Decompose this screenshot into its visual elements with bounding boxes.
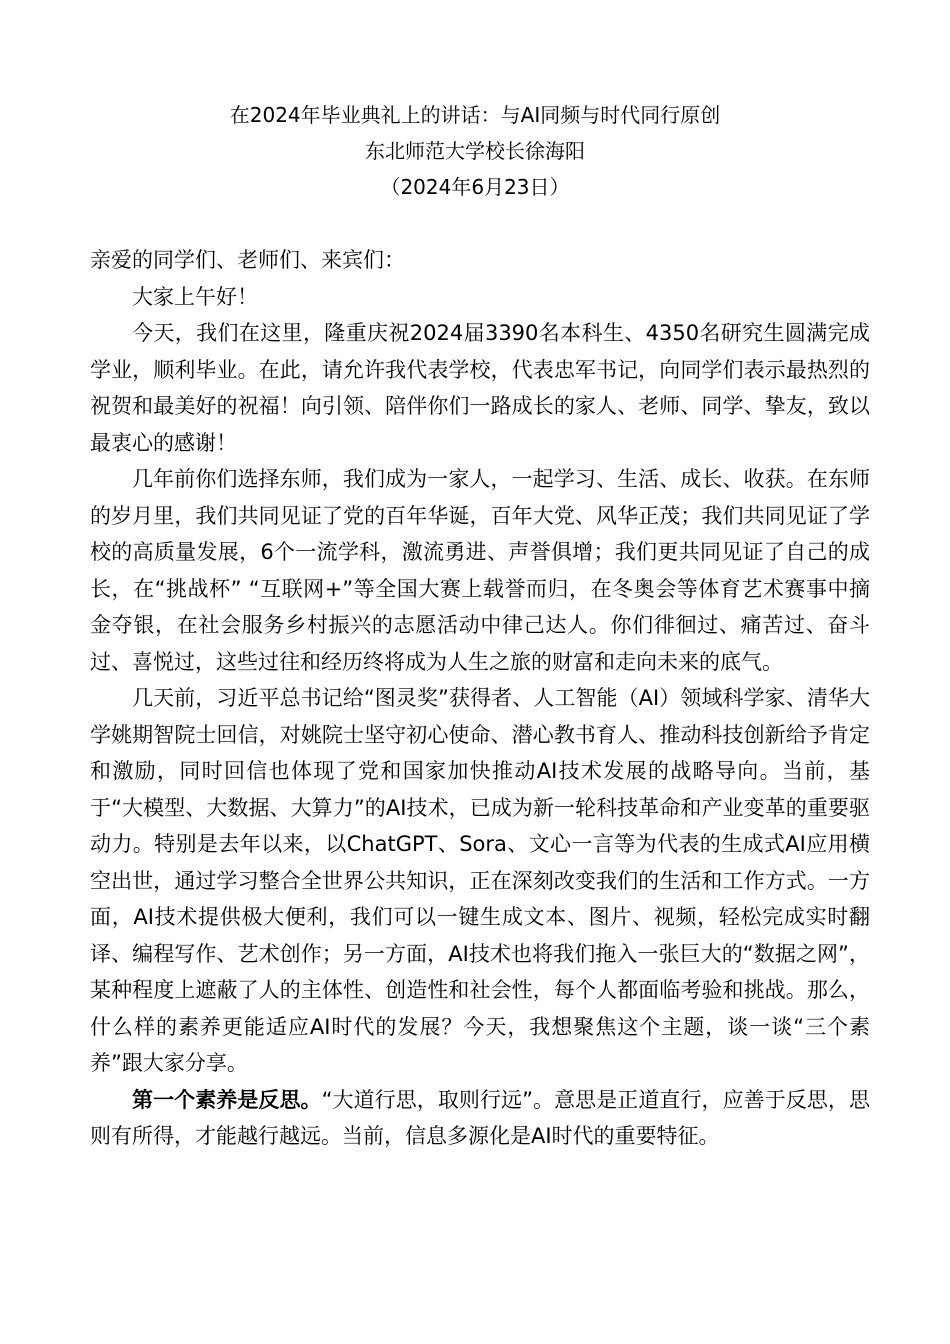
salutation: 亲爱的同学们、老师们、来宾们：	[90, 248, 405, 272]
section-heading-reflection: 第一个素养是反思。	[132, 1087, 322, 1112]
document-title: 在2024年毕业典礼上的讲话：与AI同频与时代同行原创	[229, 103, 721, 127]
speech-date: （2024年6月23日）	[380, 175, 570, 199]
paragraph-1: 今天，我们在这里，隆重庆祝2024届3390名本科生、4350名研究生圆满完成学业，顺利毕业。在此，请允许我代表学校，代表忠军书记，向同学们表示最热烈的祝贺和最美好的祝福！向引领、陪伴你们一路成长的家人、老师、同学、挚友，致以最衷心的感谢！	[90, 321, 870, 455]
paragraph-2: 几年前你们选择东师，我们成为一家人，一起学习、生活、成长、收获。在东师的岁月里，我们共同见证了党的百年华诞，百年大党、风华正茂；我们共同见证了学校的高质量发展，6个一流学科，激流勇进、声誉俱增；我们更共同见证了自己的成长，在“挑战杯” “互联网+”等全国大赛上载誉而归，在冬奥会等体育艺术赛事中摘金夺银，在社会服务乡村振兴的志愿活动中律己达人。你们徘徊过、痛苦过、奋斗过、喜悦过，这些过往和经历终将成为人生之旅的财富和走向未来的底气。	[90, 467, 870, 674]
paragraph-4	[90, 1082, 870, 1155]
greeting: 大家上午好！	[132, 284, 258, 309]
speech-body	[90, 242, 870, 1155]
speaker-line: 东北师范大学校长徐海阳	[365, 139, 585, 163]
paragraph-4-text: “大道行思，取则行远”。意思是正道直行，应善于反思，思则有所得，才能越行越远。当前，信息多源化是AI时代的重要特征。	[90, 1087, 870, 1148]
paragraph-3: 几天前，习近平总书记给“图灵奖”获得者、人工智能（AI）领域科学家、清华大学姚期智院士回信，对姚院士坚守初心使命、潜心教书育人、推动科技创新给予肯定和激励，同时回信也体现了党和国家加快推动AI技术发展的战略导向。当前，基于“大模型、大数据、大算力”的AI技术，已成为新一轮科技革命和产业变革的重要驱动力。特别是去年以来，以ChatGPT、Sora、文心一言等为代表的生成式AI应用横空出世，通过学习整合全世界公共知识，正在深刻改变我们的生活和工作方式。一方面，AI技术提供极大便利，我们可以一键生成文本、图片、视频，轻松完成实时翻译、编程写作、艺术创作；另一方面，AI技术也将我们拖入一张巨大的“数据之网”，某种程度上遮蔽了人的主体性、创造性和社会性，每个人都面临考验和挑战。那么，什么样的素养更能适应AI时代的发展？今天，我想聚焦这个主题，谈一谈“三个素养”跟大家分享。	[90, 686, 870, 1075]
document-header	[0, 97, 950, 205]
